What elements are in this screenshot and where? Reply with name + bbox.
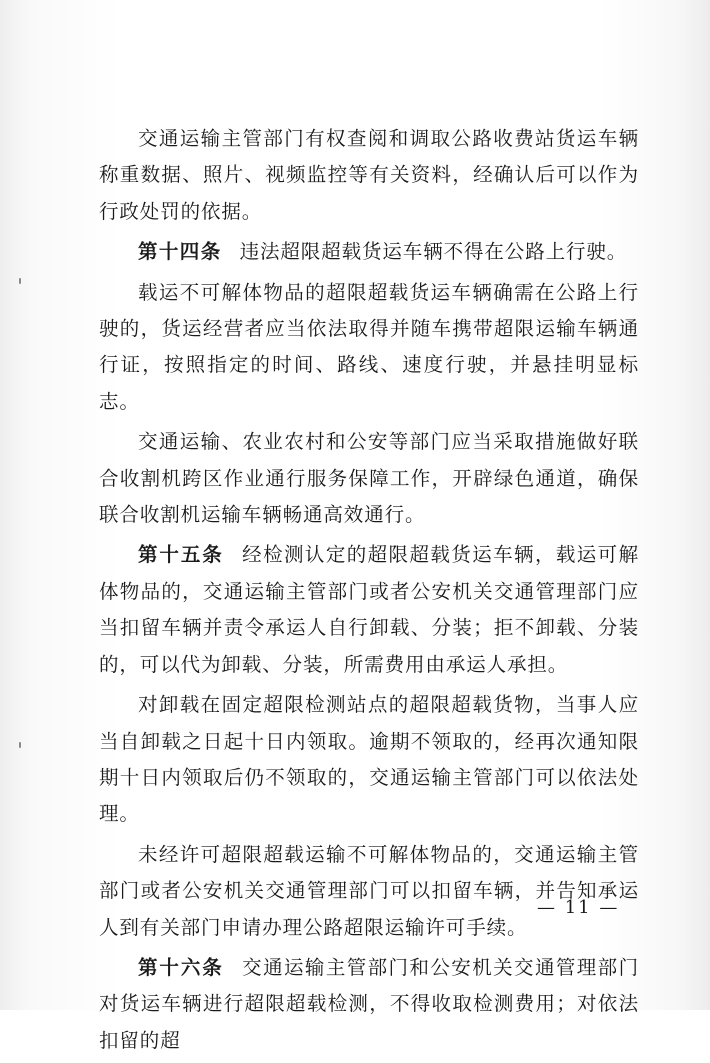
- paragraph-text: 载运不可解体物品的超限超载货运车辆确需在公路上行驶的，货运经营者应当依法取得并随车携带超限运输车辆通行证，按照指定的时间、路线、速度行驶，并悬挂明显标志。: [99, 280, 639, 413]
- paragraph: [99, 121, 639, 230]
- paragraph-text: 经检测认定的超限超载货运车辆，载运可解体物品的，交通运输主管部门或者公安机关交通管理部门应当扣留车辆并责令承运人自行卸载、分装；拒不卸载、分装的，可以代为卸载、分装，所需费用由承运人承担。: [99, 543, 639, 676]
- paragraph: [99, 275, 639, 421]
- paragraph-text: 交通运输、农业农村和公安等部门应当采取措施做好联合收割机跨区作业通行服务保障工作，开辟绿色通道，确保联合收割机运输车辆畅通高效通行。: [99, 430, 639, 527]
- paragraph: [99, 424, 639, 533]
- article-paragraph: [99, 537, 639, 683]
- document-body: [99, 121, 639, 1063]
- article-label: 第十四条: [138, 240, 222, 264]
- page-number: — 11 —: [537, 897, 620, 918]
- article-label: 第十六条: [138, 955, 224, 979]
- paragraph-text: 对卸载在固定超限检测站点的超限超载货物，当事人应当自卸载之日起十日内领取。逾期不领取的，经再次通知限期十日内领取后仍不领取的，交通运输主管部门可以依法处理。: [99, 693, 639, 826]
- paragraph: [99, 687, 639, 833]
- article-label: 第十五条: [138, 543, 224, 567]
- article-paragraph: [99, 950, 639, 1059]
- paragraph: [99, 837, 639, 946]
- scan-mark: [19, 742, 21, 748]
- paragraph-text: 交通运输主管部门有权查阅和调取公路收费站货运车辆称重数据、照片、视频监控等有关资料，经确认后可以作为行政处罚的依据。: [99, 127, 639, 223]
- paragraph-text: 交通运输主管部门和公安机关交通管理部门对货运车辆进行超限超载检测，不得收取检测费用；对依法扣留的超: [99, 955, 639, 1052]
- article-paragraph: [99, 234, 639, 270]
- scan-mark: [19, 278, 21, 284]
- paragraph-text: 未经许可超限超载运输不可解体物品的，交通运输主管部门或者公安机关交通管理部门可以扣留车辆，并告知承运人到有关部门申请办理公路超限运输许可手续。: [99, 842, 639, 939]
- paragraph-text: 违法超限超载货运车辆不得在公路上行驶。: [239, 240, 628, 264]
